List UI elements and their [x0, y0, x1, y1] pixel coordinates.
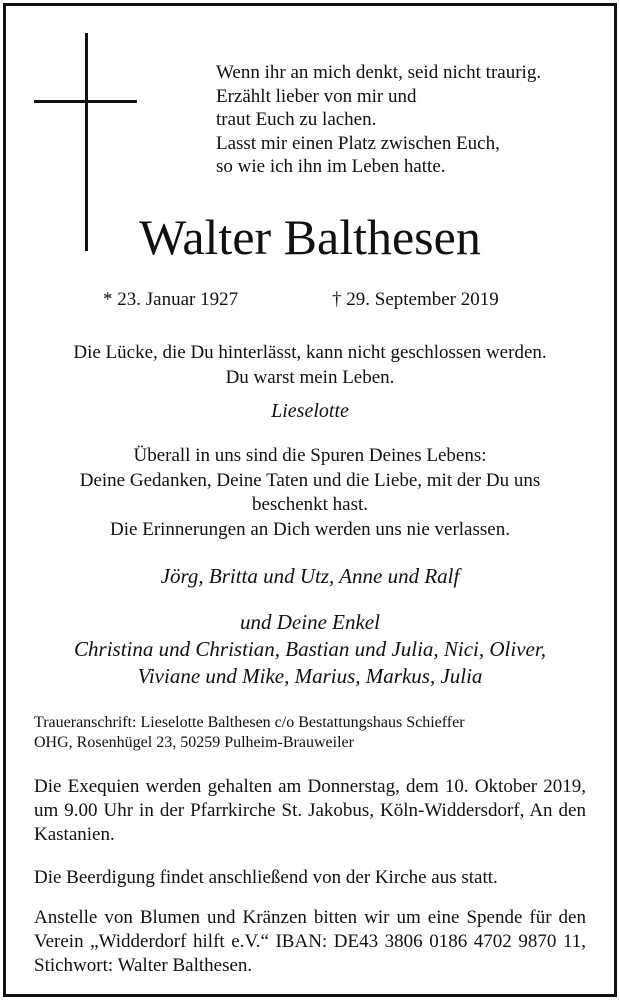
cross-horizontal-bar [34, 100, 137, 103]
spouse-signature: Lieselotte [271, 400, 349, 422]
exequien-notice: Die Exequien werden gehalten am Donnerstag, dem 10. Oktober 2019, um 9.00 Uhr in der Pfarrkirche St. Jakobus, Köln-Widdersdorf, An den Kastanien. [34, 776, 586, 845]
poem-line: traut Euch zu lachen. [216, 109, 377, 130]
poem [216, 61, 596, 179]
grandchildren-intro: und Deine Enkel [240, 610, 380, 634]
poem-line: so wie ich ihn im Leben hatte. [216, 156, 446, 177]
mourning-address [34, 713, 594, 753]
spouse-message-line: Du warst mein Leben. [225, 366, 395, 388]
poem-line: Erzählt lieber von mir und [216, 85, 417, 107]
donation-notice: Anstelle von Blumen und Kränzen bitten wir um eine Spende für den Verein „Widderdorf hilft e.V.“ IBAN: DE43 3806 0186 4702 9870 11, Stichwort: Walter Balthesen. [34, 907, 586, 976]
deceased-name: Walter Balthesen [139, 209, 481, 265]
poem-line: Lasst mir einen Platz zwischen Euch, [216, 132, 500, 154]
poem-line: Wenn ihr an mich denkt, seid nicht traurig. [216, 62, 542, 83]
spouse-message-line: Die Lücke, die Du hinterlässt, kann nicht geschlossen werden. [73, 342, 547, 363]
family-message-line: Die Erinnerungen an Dich werden uns nie verlassen. [110, 518, 510, 540]
burial-notice: Die Beerdigung findet anschließend von der Kirche aus statt. [34, 867, 498, 888]
death-date: † 29. September 2019 [332, 289, 499, 310]
family-message-line: beschenkt hast. [251, 494, 369, 515]
address-line: OHG, Rosenhügel 23, 50259 Pulheim-Brauweiler [34, 734, 354, 751]
family-message-line: Deine Gedanken, Deine Taten und die Liebe, mit der Du uns [79, 469, 541, 491]
grandchildren-names: Christina und Christian, Bastian und Julia, Nici, Oliver, [74, 637, 546, 661]
birth-date: * 23. Januar 1927 [103, 289, 239, 310]
family-message [20, 444, 600, 542]
children-names: Jörg, Britta und Utz, Anne und Ralf [160, 564, 460, 588]
family-message-line: Überall in uns sind die Spuren Deines Lebens: [133, 445, 487, 466]
spouse-message [20, 341, 600, 390]
grandchildren [20, 609, 600, 690]
address-line: Traueranschrift: Lieselotte Balthesen c/o Bestattungshaus Schieffer [34, 714, 465, 731]
grandchildren-names: Viviane und Mike, Marius, Markus, Julia [137, 664, 483, 688]
